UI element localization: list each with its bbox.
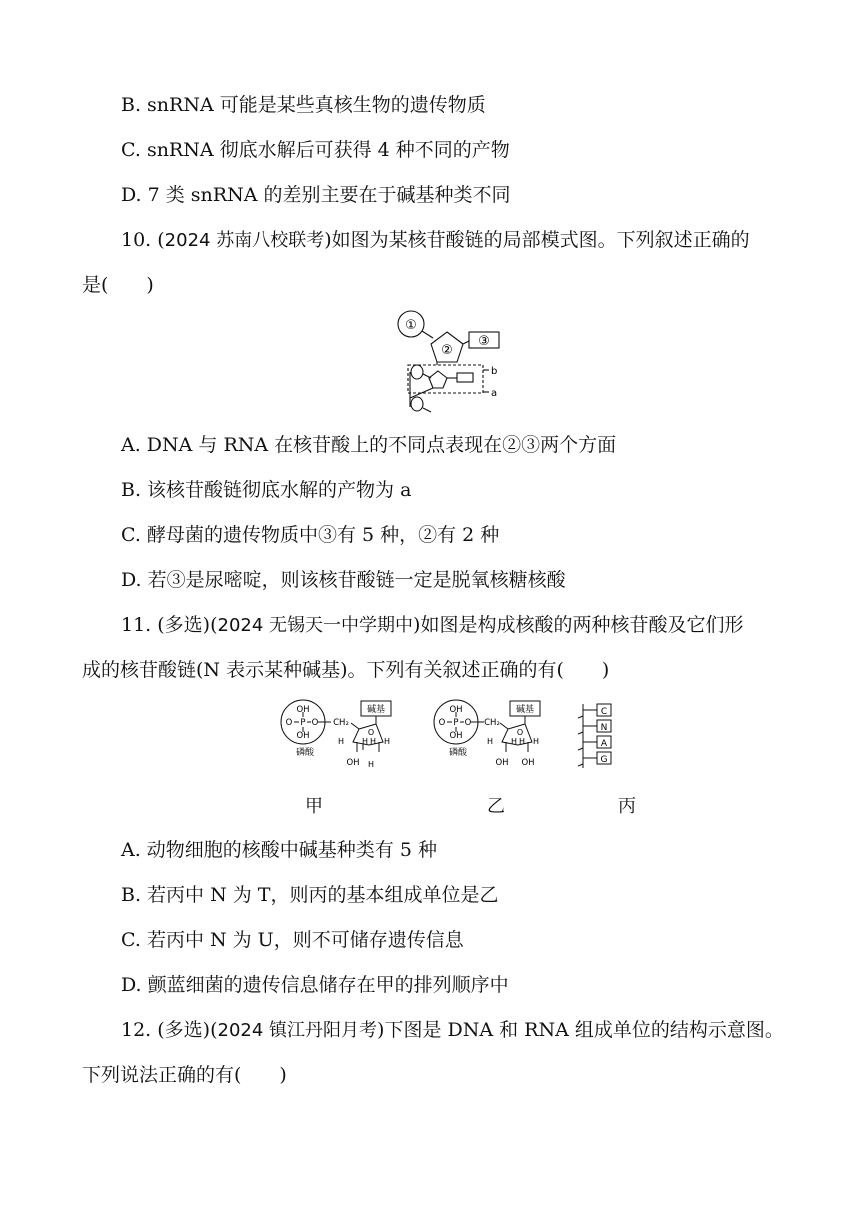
label-bing: 丙	[618, 796, 636, 817]
svg-text:H: H	[361, 737, 369, 746]
svg-text:碱基: 碱基	[515, 705, 535, 715]
svg-text:O: O	[516, 728, 524, 737]
option-q9-c: C. snRNA 彻底水解后可获得 4 种不同的产物	[121, 139, 510, 161]
figure-q11-nucleotide-jia	[275, 697, 400, 775]
svg-text:OH: OH	[521, 758, 535, 768]
svg-text:CH₂: CH₂	[484, 718, 500, 728]
label-circle-1: ①	[405, 318, 417, 333]
svg-text:P: P	[453, 718, 459, 728]
question-10-source: 2024 苏南八校联考	[164, 230, 325, 251]
option-q10-a: A. DNA 与 RNA 在核苷酸上的不同点表现在②③两个方面	[121, 434, 617, 456]
chain-base-4: G	[600, 755, 608, 765]
svg-text:OH: OH	[449, 731, 463, 741]
svg-text:O: O	[367, 728, 375, 737]
svg-text:H: H	[369, 737, 377, 746]
phosphate-label: 磷酸	[295, 748, 315, 758]
svg-text:OH: OH	[296, 731, 310, 741]
figure-q11-nucleotide-yi	[428, 697, 553, 775]
label-jia: 甲	[305, 796, 323, 817]
svg-text:OH: OH	[296, 705, 310, 715]
question-12-stem-cont: 下列说法正确的有( )	[82, 1064, 287, 1086]
question-10-stem: 10. (2024 苏南八校联考)如图为某核苷酸链的局部模式图。下列叙述正确的	[121, 229, 750, 251]
option-q10-b: B. 该核苷酸链彻底水解的产物为 a	[121, 479, 412, 501]
question-12-stem: 12. (多选)(2024 镇江丹阳月考)下图是 DNA 和 RNA 组成单位的结构示意图。	[121, 1019, 784, 1041]
question-11-stem: 11. (多选)(2024 无锡天一中学期中)如图是构成核酸的两种核苷酸及它们形	[121, 614, 744, 636]
option-q10-c: C. 酵母菌的遗传物质中③有 5 种，②有 2 种	[121, 524, 500, 546]
svg-text:OH: OH	[346, 758, 360, 768]
svg-text:O: O	[285, 718, 293, 728]
label-circle-2: ②	[441, 343, 453, 358]
figure-q10-nucleotide-chain	[385, 308, 510, 416]
svg-text:O: O	[311, 718, 319, 728]
svg-text:磷酸: 磷酸	[448, 748, 468, 758]
label-b: b	[491, 366, 498, 377]
option-q11-a: A. 动物细胞的核酸中碱基种类有 5 种	[121, 839, 437, 861]
svg-text:P: P	[300, 718, 306, 728]
svg-text:H: H	[518, 737, 526, 746]
svg-text:H: H	[486, 737, 494, 746]
chain-base-2: N	[600, 723, 608, 733]
svg-text:OH: OH	[449, 705, 463, 715]
svg-text:H: H	[337, 737, 345, 746]
svg-text:H: H	[532, 737, 540, 746]
svg-text:O: O	[464, 718, 472, 728]
question-11-source: 2024 无锡天一中学期中	[217, 615, 414, 636]
label-circle-3: ③	[478, 334, 490, 349]
question-12-source: 2024 镇江丹阳月考	[217, 1020, 378, 1041]
label-yi: 乙	[487, 796, 505, 817]
option-q9-d: D. 7 类 snRNA 的差别主要在于碱基种类不同	[121, 184, 511, 206]
chain-base-1: C	[600, 707, 608, 717]
label-a: a	[491, 388, 498, 399]
option-q11-b: B. 若丙中 N 为 T，则丙的基本组成单位是乙	[121, 884, 499, 906]
svg-text:H: H	[367, 760, 375, 769]
svg-text:H: H	[383, 737, 391, 746]
svg-text:H: H	[510, 737, 518, 746]
question-11-stem-cont: 成的核苷酸链(N 表示某种碱基)。下列有关叙述正确的有( )	[82, 659, 610, 681]
question-10-stem-cont: 是( )	[82, 274, 154, 296]
option-q10-d: D. 若③是尿嘧啶，则该核苷酸链一定是脱氧核糖核酸	[121, 569, 566, 591]
option-q11-c: C. 若丙中 N 为 U，则不可储存遗传信息	[121, 929, 464, 951]
option-q11-d: D. 颤蓝细菌的遗传信息储存在甲的排列顺序中	[121, 974, 509, 996]
option-q9-b: B. snRNA 可能是某些真核生物的遗传物质	[121, 94, 486, 116]
chain-base-3: A	[600, 739, 608, 749]
svg-text:CH₂: CH₂	[333, 718, 349, 728]
figure-q11-chain-bing	[575, 700, 625, 775]
svg-text:O: O	[438, 718, 446, 728]
base-box-label: 碱基	[366, 705, 386, 715]
svg-text:OH: OH	[495, 758, 509, 768]
